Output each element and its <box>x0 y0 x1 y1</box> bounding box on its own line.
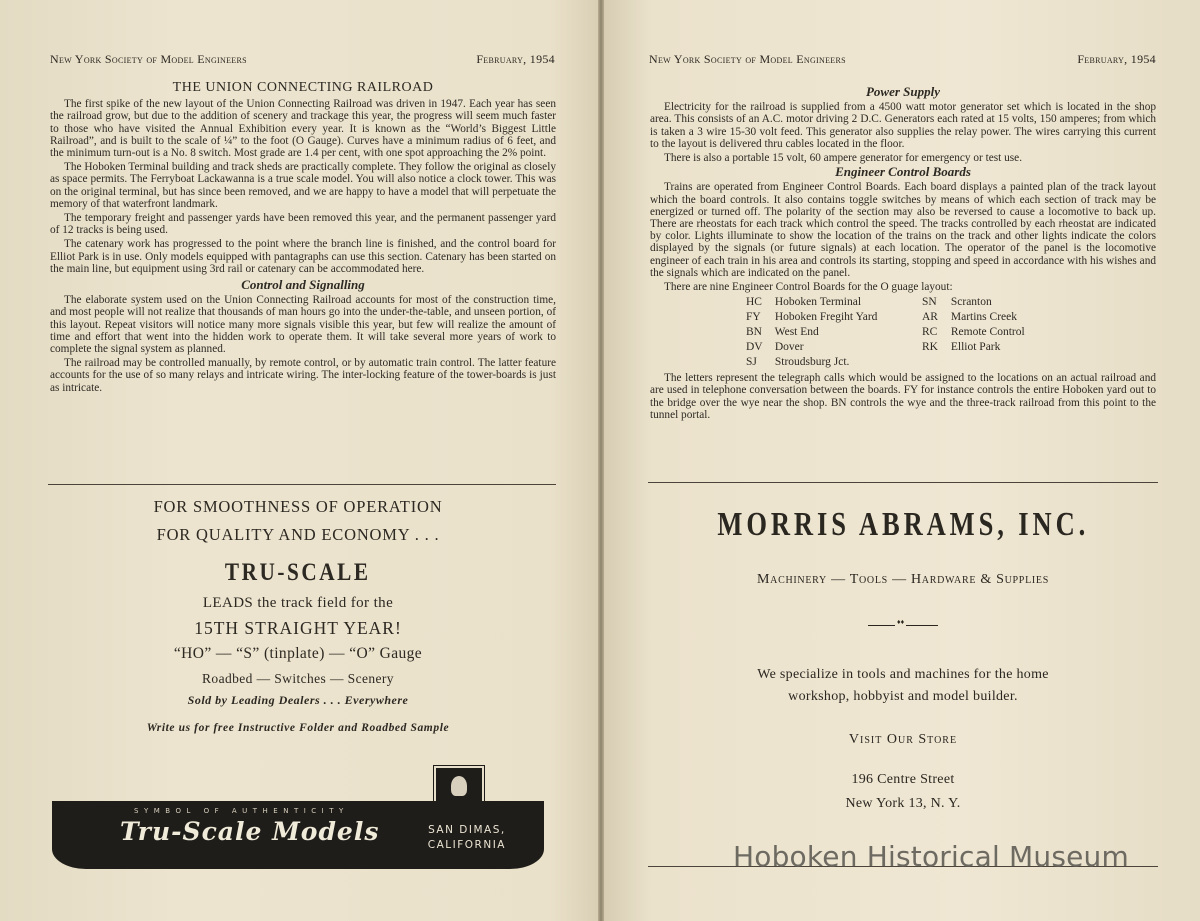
section-divider <box>48 484 556 485</box>
address-street: 196 Centre Street <box>851 772 955 787</box>
article-paragraph: The railroad may be controlled manually, by remote control, or by automatic train control. The latter feature accounts for the use of so many relays and intricate wiring. The inter-locking feature of the tower-boards is just as intricate. <box>50 357 556 394</box>
article-paragraph: The catenary work has progressed to the point where the branch line is finished, and the control board for Elliot Park is in use. Only models equipped with pantagraphs can use this section. Catenary has been started on the main line, but equipment using 3rd rail or catenary can be accommodated here. <box>50 238 556 275</box>
left-header-date: February, 1954 <box>476 52 555 66</box>
ad-products: Roadbed — Switches — Scenery <box>202 671 394 686</box>
ad-year: 15TH STRAIGHT YEAR! <box>194 618 402 638</box>
left-page <box>0 0 598 921</box>
article-paragraph: The first spike of the new layout of the Union Connecting Railroad was driven in 1947. Each year has seen the railroad grow, but due to the addition of scenery and trackage this year, the progress will seem much faster to those who have visited the Annual Exhibition every year. It is known as the “World’s Biggest Little Railroad”, and is built to the scale of ¼” to the foot (O Gauge). Curves have a minimum radius of 6 feet, and the minimum turn-out is a No. 8 switch. Most grade are 1.4 per cent, with one spot approaching the 2% point. <box>50 98 556 160</box>
tru-scale-ad <box>52 497 544 734</box>
left-page-header <box>50 52 555 67</box>
article-paragraph: Trains are operated from Engineer Control Boards. Each board displays a painted plan of the track layout which the board controls. It also contains toggle switches by means of which each section of track may be energized or turned off. The polarity of the section may also be reversed to cause a locomotive to back up. There are rheostats for each track which control the speed. The tracks controlled by each rheostat are indicated by color. Lights illuminate to show the location of the trains on the track and other lights indicate the colors displayed by the signals (or future signals) at each location. The operator of the panel is the locomotive engineer of each train in his area and controls its starting, stopping and speed in accordance with his wishes and the signals which are indicated on the panel. <box>650 181 1156 279</box>
place-city: SAN DIMAS, <box>428 824 506 836</box>
list-item: AR Martins Creek <box>922 311 1017 324</box>
logo-place <box>428 823 506 853</box>
list-item: SJ Stroudsburg Jct. <box>746 356 850 369</box>
article-paragraph: The Hoboken Terminal building and track sheds are practically complete. They follow the original as closely as space permits. The Ferryboat Lackawanna is a true scale model. You will also notice a clock tower. This was on the original terminal, but has since been removed, and we are happy to have a model that will perpetuate the memory of that waterfront landmark. <box>50 161 556 210</box>
logo-script: Tru-Scale Models <box>120 817 380 846</box>
ad-line-quality: FOR QUALITY AND ECONOMY . . . <box>156 525 440 544</box>
article-paragraph: Electricity for the railroad is supplied from a 4500 watt motor generator set which is located in the shop area. This consists of an A.C. motor driving 2 D.C. Generators each rated at 15 volts, 150 amperes; from which is taken a 3 wire 15-30 volt feed. This generator also supplies the relay power. The wires carrying this current to the layout is delivered thru cables located in the floor. <box>650 101 1156 150</box>
list-item: SN Scranton <box>922 296 992 309</box>
company-name: MORRIS ABRAMS, INC. <box>717 506 1089 543</box>
specialty-line-2: workshop, hobbyist and model builder. <box>788 689 1018 704</box>
specialty-line-1: We specialize in tools and machines for the home <box>757 667 1049 682</box>
power-supply-heading: Power Supply <box>865 84 941 99</box>
article-paragraph: The elaborate system used on the Union Connecting Railroad accounts for most of the construction time, and most people will not realize that thousands of man hours go into the under-the-table, and unseen portion, of this layout. Repeat visitors will notice many more signals visible this year, but few will realize the amount of time and effort that went into the hidden work to operate them. It will take several more years of work to complete the signal system as planned. <box>50 294 556 356</box>
ad-line-smoothness: FOR SMOOTHNESS OF OPERATION <box>153 497 443 516</box>
museum-watermark: Hoboken Historical Museum <box>733 840 1129 873</box>
ad-write: Write us for free Instructive Folder and Roadbed Sample <box>146 722 450 734</box>
telegraph-calls-list <box>746 295 1156 370</box>
tru-scale-logo <box>52 801 544 869</box>
article-paragraph: The letters represent the telegraph calls which would be assigned to the locations on an actual railroad and are used in telephone conversation between the boards. FY for instance controls the entire Hoboken yard out to the bridge over the wye near the shop. BN controls the wye and the three-track railroad from this point to the tunnel portal. <box>650 372 1156 421</box>
power-and-boards-article <box>650 84 1156 423</box>
right-page-header <box>649 52 1156 67</box>
morris-abrams-ad <box>648 506 1158 816</box>
article-paragraph: There are nine Engineer Control Boards for the O guage layout: <box>664 281 953 294</box>
list-item: FY Hoboken Fregiht Yard <box>746 311 878 324</box>
control-boards-heading: Engineer Control Boards <box>835 164 971 180</box>
list-item: HC Hoboken Terminal <box>746 296 862 309</box>
ad-gauges: “HO” — “S” (tinplate) — “O” Gauge <box>173 645 423 662</box>
list-item: BN West End <box>746 326 819 339</box>
list-item: DV Dover <box>746 341 804 354</box>
address-city: New York 13, N. Y. <box>845 796 961 811</box>
logo-symbol-text: SYMBOL OF AUTHENTICITY <box>134 807 349 815</box>
list-item: RC Remote Control <box>922 326 1025 339</box>
list-item: RK Elliot Park <box>922 341 1001 354</box>
right-header-publication: New York Society of Model Engineers <box>649 52 846 66</box>
left-header-publication: New York Society of Model Engineers <box>50 52 247 66</box>
ad-brand: TRU-SCALE <box>225 559 371 586</box>
article-title: THE UNION CONNECTING RAILROAD <box>172 80 434 95</box>
ad-lead: LEADS the track field for the <box>202 595 394 611</box>
place-state: CALIFORNIA <box>427 839 506 851</box>
right-page <box>604 0 1200 921</box>
company-tagline: Machinery — Tools — Hardware & Supplies <box>757 572 1049 587</box>
ornament-divider-icon <box>868 621 938 631</box>
article-paragraph: There is also a portable 15 volt, 60 ampere generator for emergency or test use. <box>664 152 1023 165</box>
section-divider <box>648 482 1158 483</box>
control-signalling-heading: Control and Signalling <box>241 277 365 293</box>
right-header-date: February, 1954 <box>1077 52 1156 66</box>
ad-sold: Sold by Leading Dealers . . . Everywhere <box>187 693 409 707</box>
visit-store: Visit Our Store <box>848 732 958 747</box>
article-paragraph: The temporary freight and passenger yards have been removed this year, and the permanent passenger yard of 12 tracks is being used. <box>50 212 556 237</box>
union-railroad-article <box>50 82 556 396</box>
